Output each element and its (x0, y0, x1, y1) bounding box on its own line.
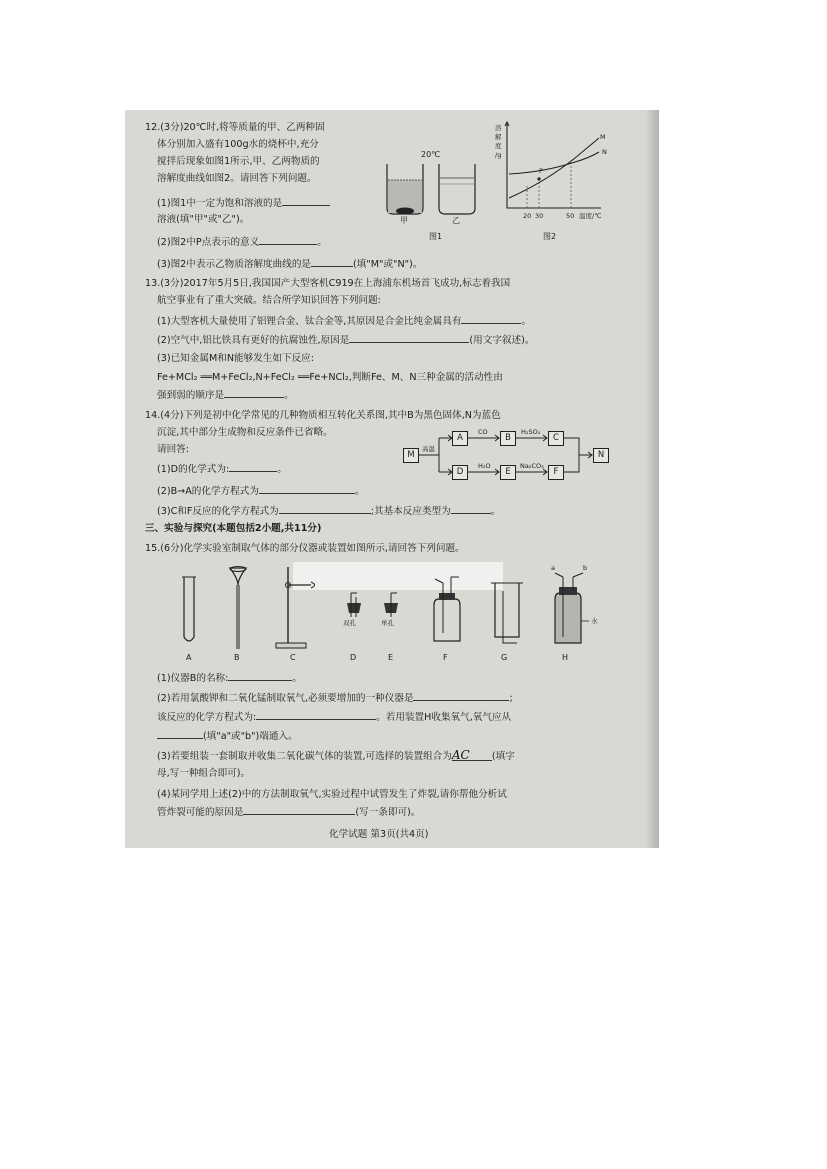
diagram-node-e: E (500, 465, 516, 480)
apparatus-label-a: A (186, 653, 192, 662)
apparatus-label-f: F (443, 653, 448, 662)
q12-line4: 溶解度曲线如图2。请回答下列问题。 (157, 173, 317, 184)
stopper-e-label: 单孔 (381, 619, 394, 627)
answer-blank[interactable] (451, 503, 491, 514)
answer-blank[interactable] (243, 804, 355, 815)
beaker-jia (387, 164, 423, 215)
bottle-h-port-a: a (551, 564, 555, 572)
fig2-xtick-30: 30 (535, 212, 544, 220)
q15-part3: (3)若要组装一套制取并收集二氧化碳气体的装置,可选择的装置组合为AC (填字 (157, 748, 515, 762)
q15-part2-cont: 该反应的化学方程式为: 。若用装置H收集氧气,氧气应从 (157, 709, 511, 725)
fig2-ylabel-1: 溶 (495, 124, 502, 132)
apparatus-h-washing-bottle (555, 573, 589, 643)
answer-blank[interactable] (224, 387, 284, 398)
fig1-label-jia: 甲 (400, 216, 408, 225)
fig2-point-p (537, 177, 540, 180)
q14-line1: 14.(4分)下列是初中化学常见的几种物质相互转化关系图,其中B为黑色固体,N为蓝色 (145, 410, 501, 421)
exam-page-photo (125, 110, 659, 848)
apparatus-label-g: G (501, 653, 508, 662)
fig2-curve-n (509, 152, 599, 174)
stopper-d-label: 双孔 (343, 619, 356, 627)
fig2-caption: 图2 (543, 232, 557, 241)
apparatus-g-collecting-setup (491, 583, 523, 643)
q15-part4-cont: 管炸裂可能的原因是 (写一条即可)。 (157, 804, 420, 820)
apparatus-e-single-hole-stopper (384, 593, 398, 617)
answer-blank[interactable] (256, 709, 376, 720)
q15-line1: 15.(6分)化学实验室制取气体的部分仪器或装置如图所示,请回答下列问题。 (145, 543, 465, 554)
apparatus-f-bottle (434, 577, 460, 641)
fig1-temp-label: 20℃ (421, 150, 441, 159)
apparatus-label-d: D (350, 653, 357, 662)
answer-blank[interactable] (311, 256, 353, 267)
answer-blank[interactable] (229, 461, 277, 472)
q14-part2: (2)B→A的化学方程式为 。 (157, 483, 365, 499)
fig1-caption: 图1 (429, 232, 443, 241)
diagram-node-f: F (548, 465, 564, 480)
fig2-ylabel-4: /g (495, 151, 502, 159)
fig2-curve-m-label: M (600, 133, 606, 141)
fig1-beakers (383, 162, 479, 222)
fig2-guide-lines (527, 161, 571, 208)
fig2-ylabel-3: 度 (495, 142, 502, 150)
apparatus-label-e: E (388, 653, 394, 662)
fig2-curve-n-label: N (602, 148, 607, 156)
q15-part4: (4)某同学用上述(2)中的方法制取氧气,实验过程中试管发生了炸裂,请你帮他分析试 (157, 789, 507, 800)
diagram-node-d: D (452, 465, 468, 480)
q12-part1-cont: 溶液(填"甲"或"乙")。 (157, 214, 250, 225)
q13-equation-cont: 强到弱的顺序是 。 (157, 387, 294, 403)
q12-line3: 搅拌后现象如图1所示,甲、乙两物质的 (157, 156, 320, 167)
edge-label-co: CO (478, 428, 488, 436)
apparatus-label-h: H (562, 653, 569, 662)
fig1-label-yi: 乙 (452, 216, 460, 225)
q13-part2: (2)空气中,铝比铁具有更好的抗腐蚀性,原因是 (用文字叙述)。 (157, 332, 534, 348)
fig2-ylabel-2: 解 (495, 133, 502, 141)
answer-blank[interactable] (461, 313, 521, 324)
q13-part1: (1)大型客机大量使用了铝锂合金、钛合金等,其原因是合金比纯金属具有 。 (157, 313, 531, 329)
edge-label-na2co3: Na₂CO₃ (520, 462, 544, 470)
answer-blank[interactable] (413, 690, 509, 701)
answer-blank[interactable] (228, 670, 292, 681)
fig2-point-label: P (539, 167, 543, 175)
fig2-xtick-20: 20 (523, 212, 532, 220)
q14-part1: (1)D的化学式为: 。 (157, 461, 287, 477)
q12-part2: (2)图2中P点表示的意义 。 (157, 234, 327, 250)
q13-line2: 航空事业有了重大突破。结合所学知识回答下列问题: (157, 295, 381, 306)
q12-line1: 12.(3分)20℃时,将等质量的甲、乙两种固 (145, 122, 325, 133)
apparatus-b-funnel (230, 567, 246, 650)
diagram-node-n: N (593, 448, 609, 463)
q14-part3: (3)C和F反应的化学方程式为 ;其基本反应类型为 。 (157, 503, 500, 519)
fig2-graph (505, 122, 605, 210)
apparatus-c-iron-stand (276, 567, 315, 648)
section-3-heading: 三、实验与探究(本题包括2小题,共11分) (145, 523, 322, 534)
fig2-axes (507, 122, 601, 208)
answer-blank[interactable] (279, 503, 371, 514)
answer-blank[interactable] (259, 234, 317, 245)
q15-part3-cont: 母,写一种组合即可)。 (157, 768, 251, 779)
apparatus-label-c: C (290, 653, 296, 662)
handwritten-answer[interactable]: AC (452, 750, 492, 761)
diagram-node-a: A (452, 431, 468, 446)
apparatus-label-b: B (234, 653, 240, 662)
diagram-node-b: B (500, 431, 516, 446)
fig2-xtick-50: 50 (566, 212, 575, 220)
bottle-h-port-b: b (583, 564, 588, 572)
q12-part3: (3)图2中表示乙物质溶解度曲线的是 (填"M"或"N")。 (157, 256, 422, 272)
q15-part2-cont2: (填"a"或"b")端通入。 (157, 728, 298, 744)
edge-label-h2so4: H₂SO₄ (521, 428, 541, 436)
q14-line2: 沉淀,其中部分生成物和反应条件已省略。 (157, 427, 333, 438)
edge-label-h2o: H₂O (478, 462, 491, 470)
q12-line2: 体分别加入盛有100g水的烧杯中,充分 (157, 139, 319, 150)
q12-part1: (1)图1中一定为饱和溶液的是 (157, 195, 330, 211)
apparatus-d-double-hole-stopper (347, 593, 361, 617)
q14-line3: 请回答: (157, 444, 190, 455)
q15-part1: (1)仪器B的名称: 。 (157, 670, 302, 686)
answer-blank[interactable] (259, 483, 355, 494)
answer-blank[interactable] (157, 728, 203, 739)
q13-line1: 13.(3分)2017年5月5日,我国国产大型客机C919在上海浦东机场首飞成功,标志着我国 (145, 278, 511, 289)
answer-blank[interactable] (349, 332, 469, 343)
edge-label-gaowen: 高温 (422, 445, 435, 453)
q15-part2: (2)若用氯酸钾和二氧化锰制取氧气,必须要增加的一种仪器是 ; (157, 690, 513, 706)
q15-apparatus (125, 565, 659, 655)
bottle-h-water-label: 水 (591, 617, 598, 625)
diagram-node-c: C (548, 431, 564, 446)
q13-part3: (3)已知金属M和N能够发生如下反应: (157, 353, 314, 364)
beaker-yi (439, 164, 475, 214)
diagram-node-m: M (403, 448, 419, 463)
answer-blank[interactable] (282, 195, 330, 206)
q13-equation: Fe+MCl₂ ══M+FeCl₂,N+FeCl₂ ══Fe+NCl₂,判断Fe、M、N三种金属的活动性由 (157, 372, 503, 383)
apparatus-a-test-tube (182, 577, 196, 641)
page-footer: 化学试题 第3页(共4页) (329, 829, 429, 840)
fig2-xlabel: 温度/℃ (579, 212, 602, 220)
